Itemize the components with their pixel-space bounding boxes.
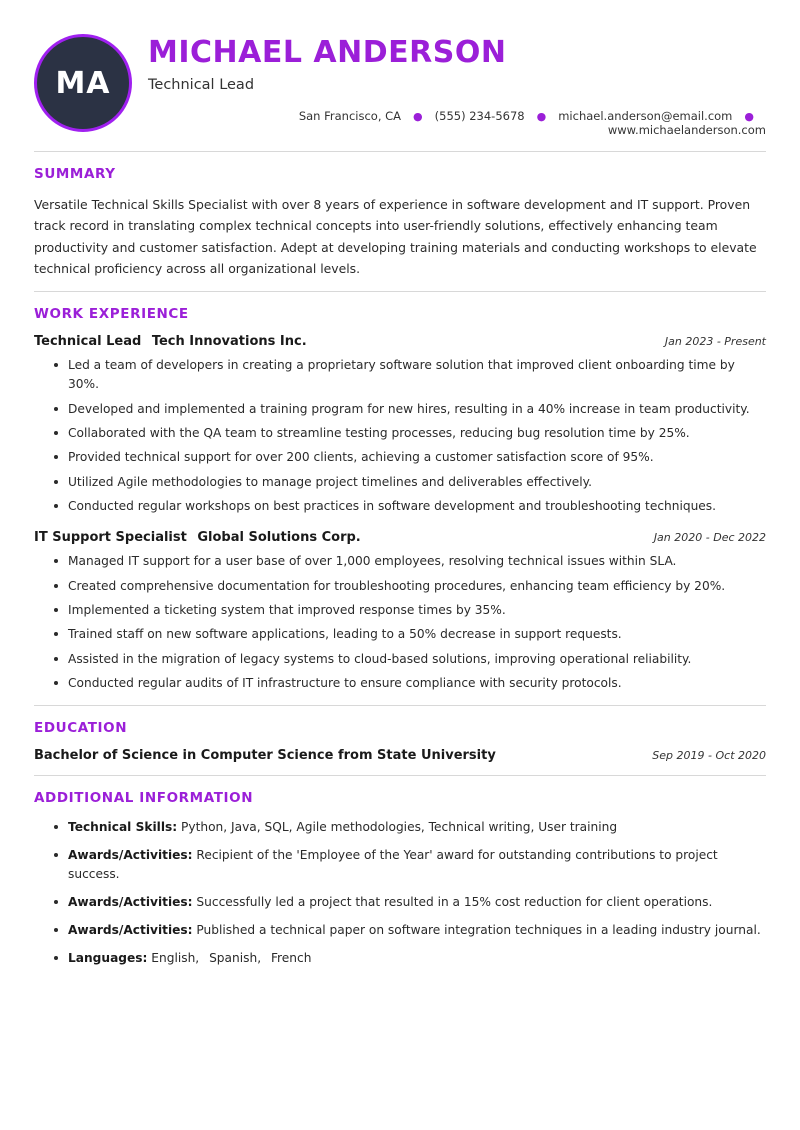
list-item: [54, 949, 766, 968]
contact-phone[interactable]: (555) 234-5678: [434, 109, 525, 123]
avatar: MA: [34, 34, 132, 132]
list-item: Assisted in the migration of legacy systems to cloud-based solutions, improving operational reliability.: [54, 650, 766, 669]
language-item: French: [270, 950, 312, 965]
info-label: Awards/Activities:: [68, 894, 193, 909]
education-entry: [34, 748, 766, 763]
experience-entry: [34, 530, 766, 693]
list-item: [54, 846, 766, 884]
header-details: [130, 30, 766, 137]
summary-text: Versatile Technical Skills Specialist with over 8 years of experience in software development and IT support. Proven track record in translating complex technical concepts into user-friendly solutions, effectively enhancing team productivity and customer satisfaction. Adept at developing training materials and conducting workshops to elevate technical proficiency across all organizational levels.: [34, 197, 757, 276]
experience-entry-header: [34, 334, 766, 349]
experience-entry-title: [34, 334, 307, 349]
list-item: [54, 818, 766, 837]
avatar-container: [34, 30, 130, 132]
page-title: MICHAEL ANDERSON: [148, 35, 507, 70]
section-experience: [34, 292, 766, 706]
contact-separator-icon: ●: [744, 109, 754, 123]
additional-information-list: [34, 818, 766, 967]
info-label: Awards/Activities:: [68, 848, 193, 862]
contact-email[interactable]: michael.anderson@email.com: [558, 109, 733, 123]
contact-website[interactable]: www.michaelanderson.com: [607, 123, 766, 137]
list-item: Developed and implemented a training program for new hires, resulting in a 40% increase in team productivity.: [54, 400, 766, 419]
list-item: Trained staff on new software applications, leading to a 50% decrease in support requests.: [54, 625, 766, 644]
contact-separator-icon: ●: [413, 109, 423, 123]
list-item: [54, 893, 766, 912]
experience-role: Technical Lead: [34, 334, 142, 350]
education-dates: Sep 2019 - Oct 2020: [652, 749, 766, 763]
list-item: [54, 921, 766, 940]
section-additional-information: [34, 776, 766, 979]
experience-role: IT Support Specialist: [34, 530, 187, 546]
experience-entry: [34, 334, 766, 516]
list-item: Created comprehensive documentation for troubleshooting procedures, enhancing team efficiency by 20%.: [54, 577, 766, 596]
experience-company: Global Solutions Corp.: [197, 530, 361, 546]
info-label: Languages:: [68, 950, 148, 965]
section-title-summary: SUMMARY: [34, 166, 116, 182]
language-item: English,: [151, 950, 200, 965]
experience-entry-header: [34, 530, 766, 545]
experience-dates: Jan 2023 - Present: [664, 335, 766, 349]
resume-header: [34, 30, 766, 152]
list-item: Collaborated with the QA team to streamline testing processes, reducing bug resolution time by 25%.: [54, 424, 766, 443]
contact-row: [148, 109, 766, 137]
experience-dates: Jan 2020 - Dec 2022: [653, 531, 766, 545]
info-value: Recipient of the 'Employee of the Year' award for outstanding contributions to project success.: [68, 848, 718, 881]
section-title-education: EDUCATION: [34, 720, 128, 737]
list-item: Provided technical support for over 200 clients, achieving a customer satisfaction score of 95%.: [54, 448, 766, 467]
info-value: Successfully led a project that resulted in a 15% cost reduction for client operations.: [196, 894, 713, 909]
experience-bullets: [34, 552, 766, 693]
section-summary: [34, 152, 766, 292]
experience-entry-title: [34, 530, 361, 545]
contact-separator-icon: ●: [536, 109, 547, 123]
info-label: Technical Skills:: [68, 820, 178, 835]
info-value: Published a technical paper on software integration techniques in a leading industry journal.: [196, 922, 761, 937]
section-title-experience: WORK EXPERIENCE: [34, 306, 189, 323]
list-item: Led a team of developers in creating a proprietary software solution that improved client onboarding time by 30%.: [54, 356, 766, 394]
experience-company: Tech Innovations Inc.: [151, 334, 307, 350]
list-item: Managed IT support for a user base of over 1,000 employees, resolving technical issues within SLA.: [54, 552, 766, 571]
header-job-title: Technical Lead: [148, 77, 255, 93]
list-item: Implemented a ticketing system that improved response times by 35%.: [54, 601, 766, 620]
education-degree: Bachelor of Science in Computer Science from State University: [34, 748, 496, 764]
info-value: Python, Java, SQL, Agile methodologies, Technical writing, User training: [181, 820, 618, 835]
section-education: [34, 706, 766, 776]
language-item: Spanish,: [209, 950, 262, 965]
contact-location: San Francisco, CA: [298, 109, 402, 123]
list-item: Conducted regular workshops on best practices in software development and troubleshooting techniques.: [54, 497, 766, 516]
list-item: Conducted regular audits of IT infrastructure to ensure compliance with security protocols.: [54, 674, 766, 693]
info-label: Awards/Activities:: [68, 922, 193, 937]
list-item: Utilized Agile methodologies to manage project timelines and deliverables effectively.: [54, 473, 766, 492]
section-title-additional-information: ADDITIONAL INFORMATION: [34, 790, 254, 807]
experience-bullets: [34, 356, 766, 516]
